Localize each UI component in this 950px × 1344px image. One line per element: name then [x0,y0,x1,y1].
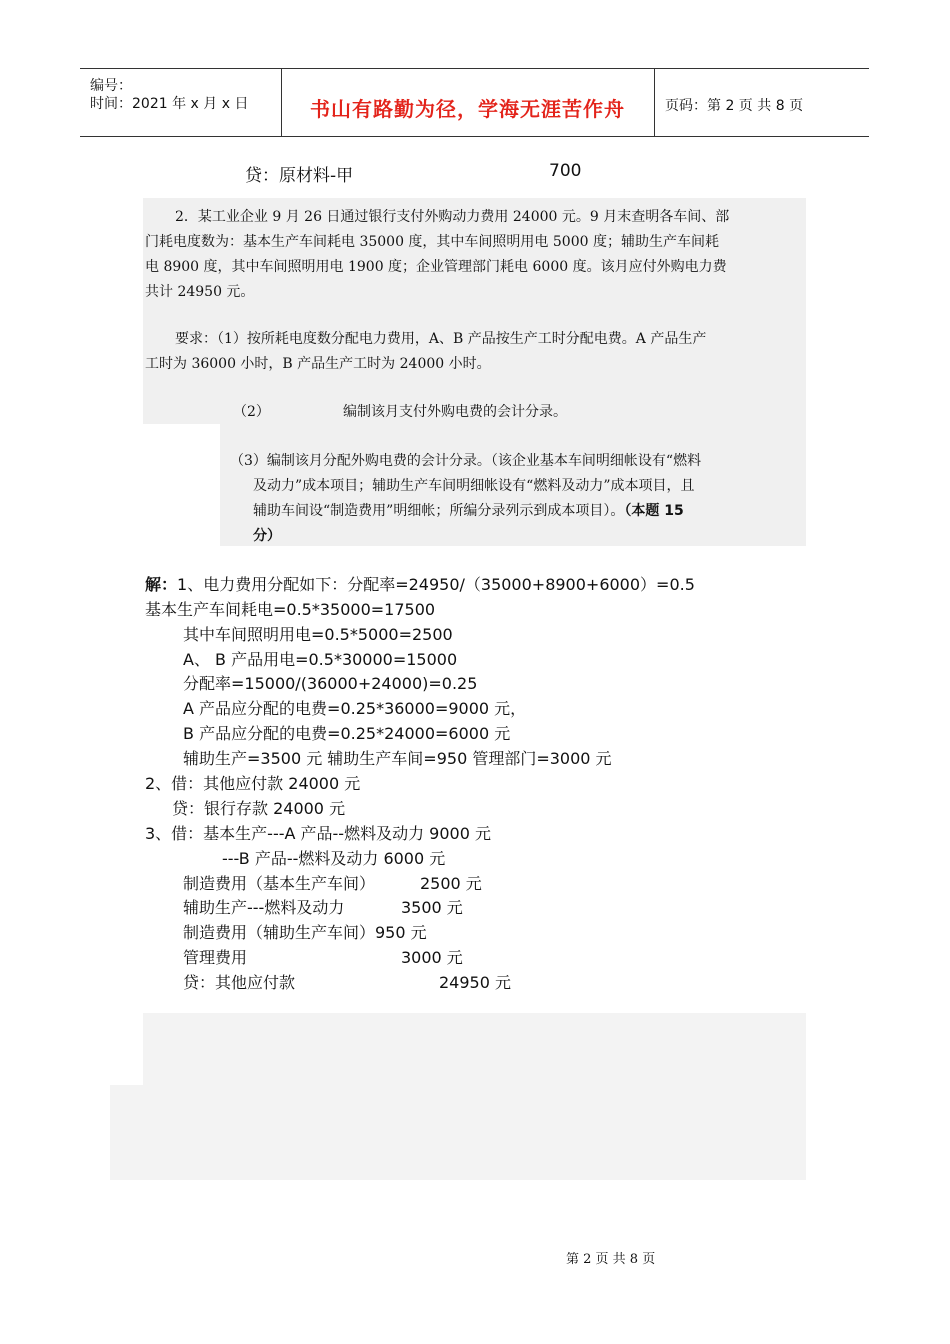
blank-area-background [143,1013,806,1180]
question-paragraph-line-4: 共计 24950 元。 [145,284,255,300]
requirement-3-line-1: （3）编制该月分配外购电费的会计分录。（该企业基本车间明细帐设有“燃料 [230,453,702,469]
answer-line-16: 管理费用 [183,948,248,967]
score-note: （本题 15 [624,503,684,519]
answer-line-12: ---B 产品--燃料及动力 6000 元 [222,849,446,868]
document-number-label: 编号： [90,78,132,94]
header-meta-cell [80,69,282,136]
answer-line-11: 3、借：基本生产---A 产品--燃料及动力 9000 元 [145,824,491,843]
header-motto: 书山有路勤为径，学海无涯苦作舟 [310,97,625,121]
page-header [80,68,869,137]
header-motto-cell [282,69,655,136]
question-paragraph-line-2: 门耗电度数为：基本生产车间耗电 35000 度，其中车间照明用电 5000 度；辅助生产车间耗 [145,234,719,250]
answer-line-17-amount: 24950 元 [439,973,511,992]
requirement-2-text: 编制该月支付外购电费的会计分录。 [343,404,567,420]
credit-raw-material-amount: 700 [549,161,582,181]
blank-area-background-left [110,1085,143,1180]
answer-line-6: A 产品应分配的电费=0.25*36000=9000 元， [183,699,527,718]
answer-line-7: B 产品应分配的电费=0.25*24000=6000 元 [183,724,511,743]
question-paragraph-line-3: 电 8900 度，其中车间照明用电 1900 度；企业管理部门耗电 6000 度。该月应付外购电力费 [145,259,727,275]
answer-line-15: 制造费用（辅助生产车间）950 元 [183,923,427,942]
requirement-line-2: 工时为 36000 小时，B 产品生产工时为 24000 小时。 [145,356,491,372]
answer-line-14: 辅助生产---燃料及动力 [183,898,345,917]
answer-line-17: 贷：其他应付款 [183,973,296,992]
credit-raw-material-line: 贷：原材料-甲 [245,166,354,186]
answer-line-2: 基本生产车间耗电=0.5*35000=17500 [145,600,436,619]
answer-label: 解： [145,575,178,594]
answer-line-3: 其中车间照明用电=0.5*5000=2500 [183,625,453,644]
requirement-3-line-4: 分） [253,528,281,544]
answer-line-8: 辅助生产=3500 元 辅助生产车间=950 管理部门=3000 元 [183,749,612,768]
header-page-cell [655,69,869,136]
requirement-3-line-3 [253,499,684,524]
answer-line-13: 制造费用（基本生产车间） [183,874,376,893]
answer-line-14-amount: 3500 元 [401,898,463,917]
answer-line-1 [145,572,695,595]
requirement-2-number: （2） [233,404,270,420]
footer-page-number: 第 2 页 共 8 页 [566,1252,656,1267]
question-paragraph-line-1: 2．某工业企业 9 月 26 日通过银行支付外购动力费用 24000 元。9 月末查明各车间、部 [175,209,730,225]
requirement-line-1: 要求：（1）按所耗电度数分配电力费用，A、B 产品按生产工时分配电费。A 产品生产 [175,331,707,347]
answer-line-4: A、 B 产品用电=0.5*30000=15000 [183,650,458,669]
header-page-number: 页码：第 2 页 共 8 页 [665,98,804,114]
answer-line-9: 2、借：其他应付款 24000 元 [145,774,361,793]
answer-line-16-amount: 3000 元 [401,948,463,967]
answer-line-5: 分配率=15000/(36000+24000)=0.25 [183,674,478,693]
answer-line-13-amount: 2500 元 [420,874,482,893]
requirement-3-line-2: 及动力”成本项目；辅助生产车间明细帐设有“燃料及动力”成本项目，且 [253,478,695,494]
document-date: 时间：2021 年 x 月 x 日 [90,96,249,112]
answer-line-10: 贷：银行存款 24000 元 [172,799,346,818]
requirement-3-line-3-text: 辅助车间设“制造费用”明细帐；所编分录列示到成本项目）。 [253,503,625,519]
answer-line-1-text: 1、电力费用分配如下：分配率=24950/（35000+8900+6000）=0.5 [177,575,695,594]
